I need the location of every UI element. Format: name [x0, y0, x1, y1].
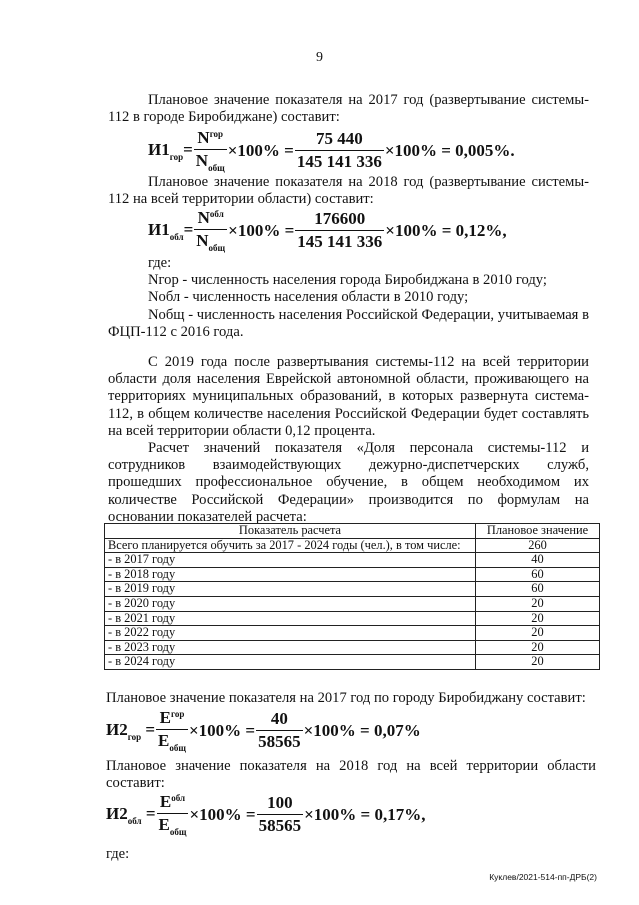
text-line: ФЦП-112 с 2016 года.	[108, 323, 244, 340]
formula-lhs: $И1_{гор}=$	[148, 139, 193, 162]
fraction-variables: $\frac{N^{гор}}{N_{общ}}$	[195, 128, 225, 173]
table-row: - в 2020 году 20	[105, 596, 600, 611]
text-line: Nгор - численность населения города Биробиджана в 2010 году;	[148, 272, 547, 289]
text-line: 112 на всей территории области) составит:	[108, 191, 374, 208]
text-line: количестве Российской Федерации» производится по формулам на	[108, 491, 589, 508]
fraction-values: $\frac{100}{58565}$	[258, 793, 302, 835]
text-line: прошедших профессиональное обучение, в общем необходимом их	[108, 474, 589, 491]
formula-i2-obl	[106, 792, 425, 837]
fraction-values: $\frac{40}{58565}$	[258, 709, 301, 751]
fraction-values: $\frac{176600}{145 141 336}$	[297, 209, 383, 251]
table-row: - в 2022 году 20	[105, 626, 600, 641]
formula-times: ×100% =	[228, 220, 295, 240]
text-line: Плановое значение показателя на 2017 год (развертывание системы-	[148, 92, 589, 108]
text-line: области доля населения Еврейской автономной области, проживающего на	[108, 371, 589, 388]
formula-lhs: $И1_{обл}=$	[148, 219, 194, 242]
text-line: составит:	[106, 775, 165, 792]
text-line: на всей территории области 0,12 процента.	[108, 422, 376, 439]
paragraph-2019	[108, 354, 589, 440]
formula-i2-gor	[106, 708, 421, 753]
formula-result: ×100% = 0,07%	[303, 720, 421, 740]
text-line: Плановое значение показателя на 2017 год по городу Биробиджану составит:	[106, 690, 586, 706]
text-line: территориях муниципальных образований, в которых развернута система-	[108, 388, 589, 405]
fraction-variables: $\frac{E^{обл}}{E_{общ}}$	[158, 792, 187, 837]
formula-result: ×100% = 0,12%,	[385, 220, 507, 240]
text-line: С 2019 года после развертывания системы-112 на всей территории	[148, 354, 589, 370]
footer-document-code: Куклев/2021-514-пп-ДРБ(2)	[489, 872, 597, 882]
block4-text	[106, 758, 596, 792]
text-line: 112 в городе Биробиджане) составит:	[108, 109, 340, 126]
block1-text	[108, 92, 589, 126]
formula-i1-obl	[148, 208, 507, 253]
paragraph-calculation	[108, 440, 589, 526]
text-line: 112, в общем количестве населения Российской Федерации будет составлять	[108, 405, 589, 422]
header-indicator: Показатель расчета	[105, 524, 476, 539]
fraction-values: $\frac{75 440}{145 141 336}$	[296, 129, 382, 171]
fraction-variables: $\frac{E^{гор}}{E_{общ}}$	[158, 708, 186, 753]
formula-result: ×100% = 0,005%.	[384, 140, 515, 160]
table-row: - в 2017 году 40	[105, 553, 600, 568]
formula-lhs: $И2_{гор}$ =	[106, 719, 156, 742]
where-label-2: где:	[106, 846, 130, 862]
text-line: Плановое значение показателя на 2018 год на всей территории области	[106, 758, 596, 774]
fraction-variables: $\frac{N^{обл}}{N_{общ}}$	[196, 208, 226, 253]
table-header-row	[105, 524, 600, 539]
table-row: - в 2021 году 20	[105, 611, 600, 626]
formula-result: ×100% = 0,17%,	[304, 804, 426, 824]
formula-times: ×100% =	[189, 804, 256, 824]
where-label: где:	[148, 255, 172, 271]
formula-lhs: $И2_{обл}$ =	[106, 803, 156, 826]
formula-times: ×100% =	[189, 720, 256, 740]
block3-text	[106, 690, 596, 707]
table-row: - в 2023 году 20	[105, 640, 600, 655]
table-row: - в 2018 году 60	[105, 567, 600, 582]
header-planned-value: Плановое значение	[476, 524, 600, 539]
text-line: Расчет значений показателя «Доля персонала системы-112 и	[148, 440, 589, 456]
text-line: Nобл - численность населения области в 2010 году;	[148, 289, 469, 306]
page-number: 9	[316, 50, 323, 65]
training-plan-table	[104, 523, 600, 670]
table-row: - в 2019 году 60	[105, 582, 600, 597]
text-line: Плановое значение показателя на 2018 год (развертывание системы-	[148, 174, 589, 190]
text-line: Nобщ - численность населения Российской Федерации, учитываемая в	[148, 306, 589, 323]
block2-text	[108, 174, 589, 208]
text-line: основании показателей расчета:	[108, 508, 307, 525]
text-line: сотрудников взаимодействующих дежурно-диспетчерских служб,	[108, 457, 589, 474]
table-row: Всего планируется обучить за 2017 - 2024 годы (чел.), в том числе: 260	[105, 538, 600, 553]
where-block	[108, 255, 589, 341]
formula-times: ×100% =	[227, 140, 294, 160]
table-row: - в 2024 году 20	[105, 655, 600, 670]
formula-i1-gor	[148, 128, 515, 173]
